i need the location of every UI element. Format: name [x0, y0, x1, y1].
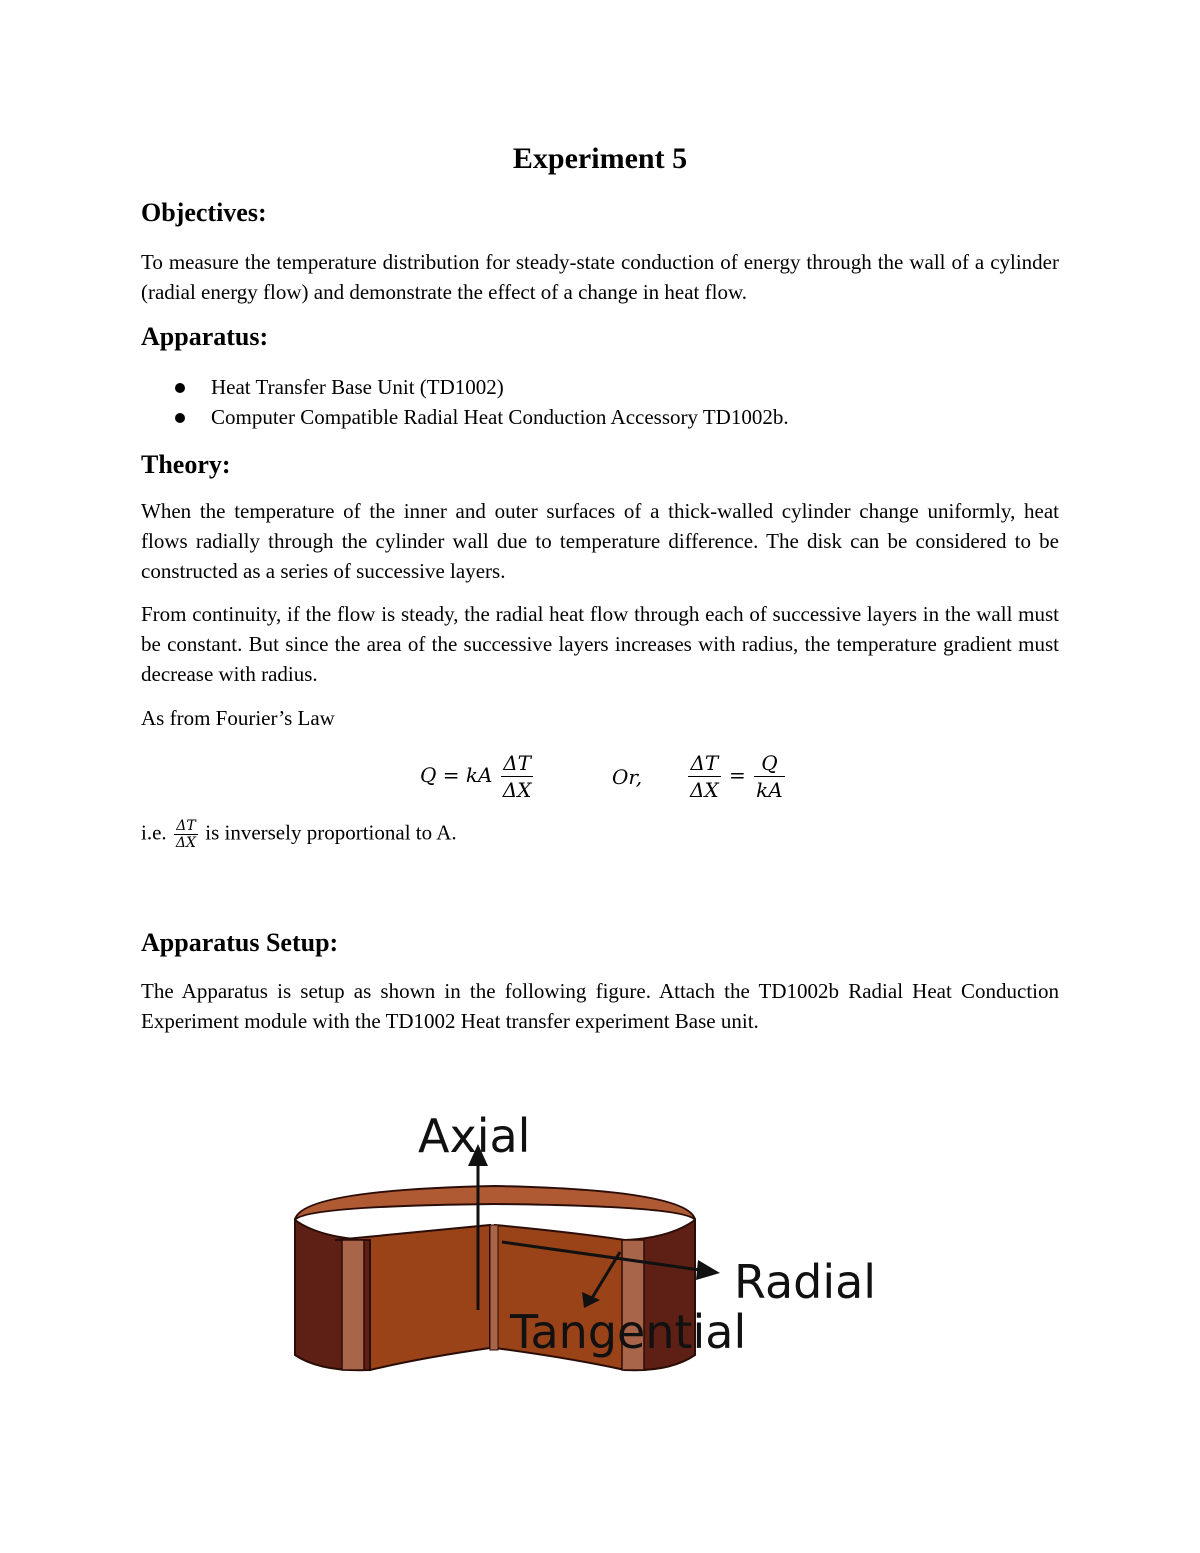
fraction-denominator: ΔX — [175, 835, 196, 851]
list-item-text: Heat Transfer Base Unit (TD1002) — [211, 375, 504, 399]
ie-suffix: is inversely proportional to A. — [205, 820, 457, 845]
axial-label: Axial — [418, 1109, 531, 1163]
theory-paragraph-1: When the temperature of the inner and outer surfaces of a thick-walled cylinder change uniformly, heat flows radially through the cylinder wall due to temperature difference. The disk can be considered to be constructed as a series of successive layers. — [141, 499, 1059, 583]
objectives-text: To measure the temperature distribution for steady-state conduction of energy through the wall of a cylinder (radial energy flow) and demonstrate the effect of a change in heat flow. — [141, 250, 1059, 304]
list-item-text: Computer Compatible Radial Heat Conduction Accessory TD1002b. — [211, 405, 789, 429]
fraction-dT-dX — [501, 750, 534, 803]
cylinder-figure — [280, 1100, 920, 1400]
fraction-dT-dX — [688, 750, 721, 803]
fourier-law-text: As from Fourier’s Law — [141, 706, 335, 730]
fraction-denominator: kA — [756, 778, 783, 802]
fraction-numerator: ΔT — [688, 750, 721, 777]
theory-paragraph-2: From continuity, if the flow is steady, the radial heat flow through each of successive layers in the wall must be constant. But since the area of the successive layers increases with radius, the temperature gradient must decrease with radius. — [141, 602, 1059, 686]
fraction-Q-kA — [754, 750, 785, 803]
equation-gradient — [686, 750, 787, 803]
setup-heading: Apparatus Setup: — [141, 928, 339, 957]
bullet-icon — [175, 383, 185, 393]
wall-stripe-left — [342, 1240, 364, 1370]
radial-label: Radial — [734, 1255, 877, 1309]
fraction-denominator: ΔX — [502, 778, 532, 802]
fraction-numerator: ΔT — [501, 750, 534, 777]
equation-lhs: Q = kA — [420, 763, 493, 787]
page-title: Experiment 5 — [512, 142, 688, 175]
cylinder-top-rim — [295, 1186, 695, 1220]
equals-sign: = — [729, 763, 746, 787]
fraction-numerator: Q — [754, 750, 785, 777]
apparatus-list — [141, 372, 789, 432]
fraction-numerator: ΔT — [174, 818, 198, 835]
theory-heading: Theory: — [141, 450, 231, 479]
setup-text: The Apparatus is setup as shown in the following figure. Attach the TD1002b Radial Heat Conduction Experiment module with the TD1002 Heat transfer experiment Base unit. — [141, 979, 1059, 1033]
bullet-icon — [175, 413, 185, 423]
apparatus-heading: Apparatus: — [141, 322, 269, 351]
fraction-dT-dX-inline — [174, 818, 198, 851]
equation-or: Or, — [612, 765, 643, 789]
fraction-denominator: ΔX — [690, 778, 719, 802]
radial-arrow-head — [696, 1260, 720, 1280]
inverse-proportion-note — [141, 818, 457, 851]
objectives-heading: Objectives: — [141, 198, 267, 227]
center-seam — [490, 1225, 498, 1350]
tangential-label: Tangential — [510, 1305, 747, 1359]
equation-fourier — [420, 750, 535, 803]
ie-prefix: i.e. — [141, 820, 167, 845]
list-item — [141, 402, 789, 432]
list-item — [141, 372, 789, 402]
